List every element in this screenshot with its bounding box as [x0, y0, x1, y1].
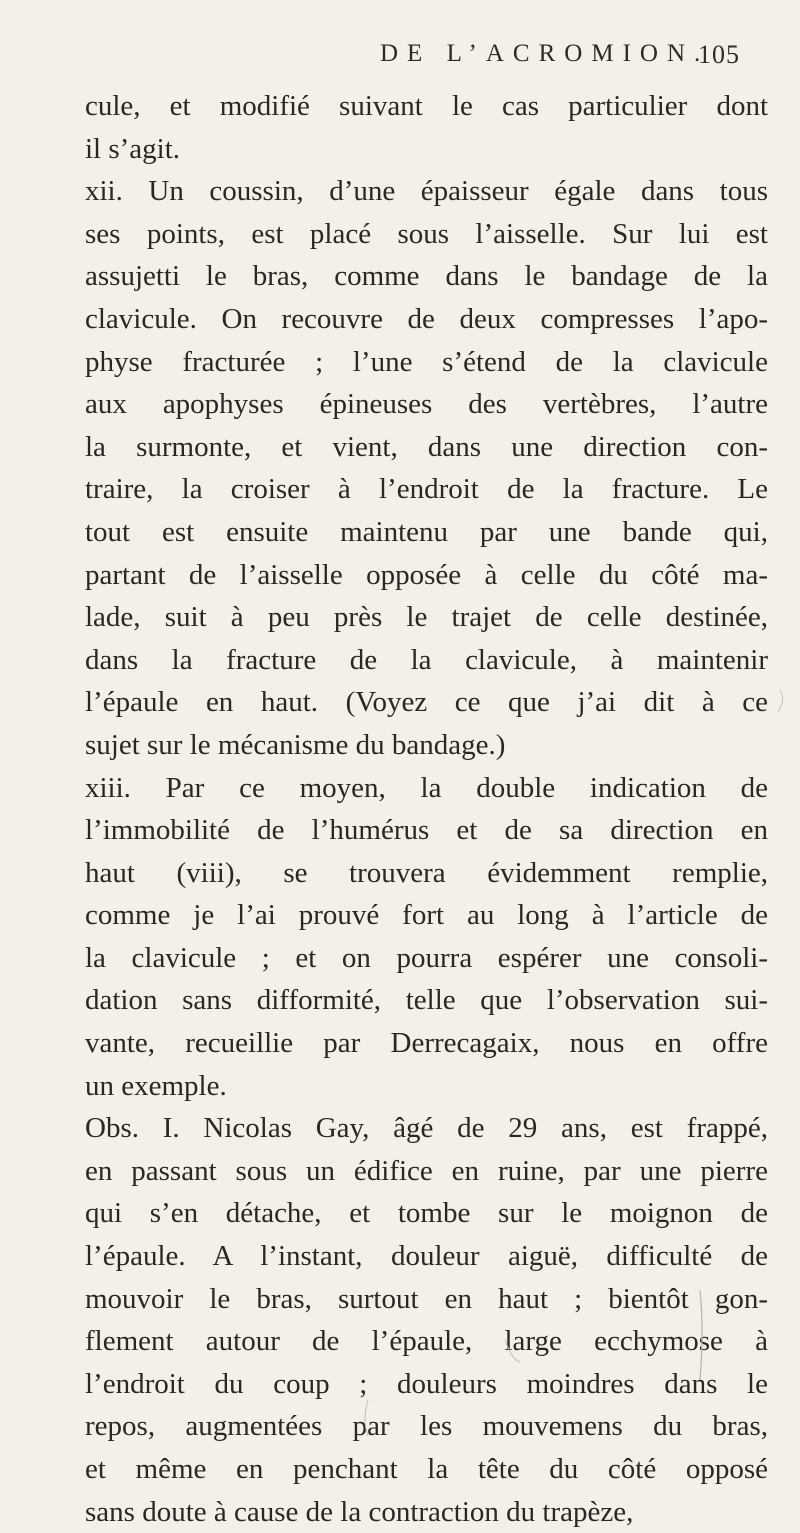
text-line: l’endroit du coup ; douleurs moindres dans le — [85, 1367, 768, 1400]
text-line: cule, et modifié suivant le cas particulier dont — [85, 90, 768, 122]
text-line: en passant sous un édifice en ruine, par une pierre — [85, 1154, 768, 1187]
text-line: xii. Un coussin, d’une épaisseur égale dans tous — [85, 175, 768, 208]
text-line: la surmonte, et vient, dans une direction con- — [85, 430, 768, 463]
text-line: physe fracturée ; l’une s’étend de la clavicule — [85, 345, 768, 378]
text-line: l’épaule. A l’instant, douleur aiguë, difficulté de — [85, 1240, 768, 1273]
text-line: vante, recueillie par Derrecagaix, nous en offre — [85, 1027, 768, 1060]
page-number: 105 — [698, 40, 740, 69]
text-line: la clavicule ; et on pourra espérer une consoli- — [85, 941, 768, 974]
text-line: traire, la croiser à l’endroit de la fracture. Le — [85, 473, 768, 506]
text-line: mouvoir le bras, surtout en haut ; bientôt gon- — [85, 1282, 768, 1315]
text-line: sujet sur le mécanisme du bandage.) — [85, 728, 506, 761]
text-line: dation sans difformité, telle que l’observation sui- — [85, 984, 768, 1017]
text-line: et même en penchant la tête du côté opposé — [85, 1453, 768, 1485]
text-line: assujetti le bras, comme dans le bandage de la — [85, 260, 768, 293]
text-line: ses points, est placé sous l’aisselle. Sur lui est — [85, 217, 768, 250]
text-line: Obs. I. Nicolas Gay, âgé de 29 ans, est frappé, — [85, 1112, 768, 1145]
text-line: aux apophyses épineuses des vertèbres, l’autre — [85, 388, 768, 421]
text-line: partant de l’aisselle opposée à celle du côté ma- — [85, 558, 768, 591]
text-line: l’épaule en haut. (Voyez ce que j’ai dit à ce — [85, 686, 768, 719]
text-line: sans doute à cause de la contraction du trapèze, — [85, 1495, 634, 1528]
text-line: haut (viii), se trouvera évidemment remplie, — [85, 856, 768, 889]
text-line: flement autour de l’épaule, large ecchymose à — [85, 1325, 768, 1358]
text-line: dans la fracture de la clavicule, à maintenir — [85, 643, 768, 676]
body-text — [85, 85, 768, 1533]
text-line: xiii. Par ce moyen, la double indication de — [85, 771, 768, 804]
text-line: qui s’en détache, et tombe sur le moignon de — [85, 1197, 768, 1230]
text-line: tout est ensuite maintenu par une bande qui, — [85, 515, 768, 548]
text-line: clavicule. On recouvre de deux compresses l’apo- — [85, 302, 768, 335]
text-line: lade, suit à peu près le trajet de celle destinée, — [85, 601, 768, 634]
text-line: l’immobilité de l’humérus et de sa direction en — [85, 814, 768, 847]
text-line: un exemple. — [85, 1069, 227, 1102]
text-line: repos, augmentées par les mouvemens du bras, — [85, 1410, 768, 1443]
running-head — [0, 40, 800, 80]
running-title: DE L’ACROMION. — [380, 40, 710, 67]
pencil-mark — [778, 690, 783, 712]
text-line: comme je l’ai prouvé fort au long à l’article de — [85, 899, 768, 932]
text-line: il s’agit. — [85, 132, 181, 165]
